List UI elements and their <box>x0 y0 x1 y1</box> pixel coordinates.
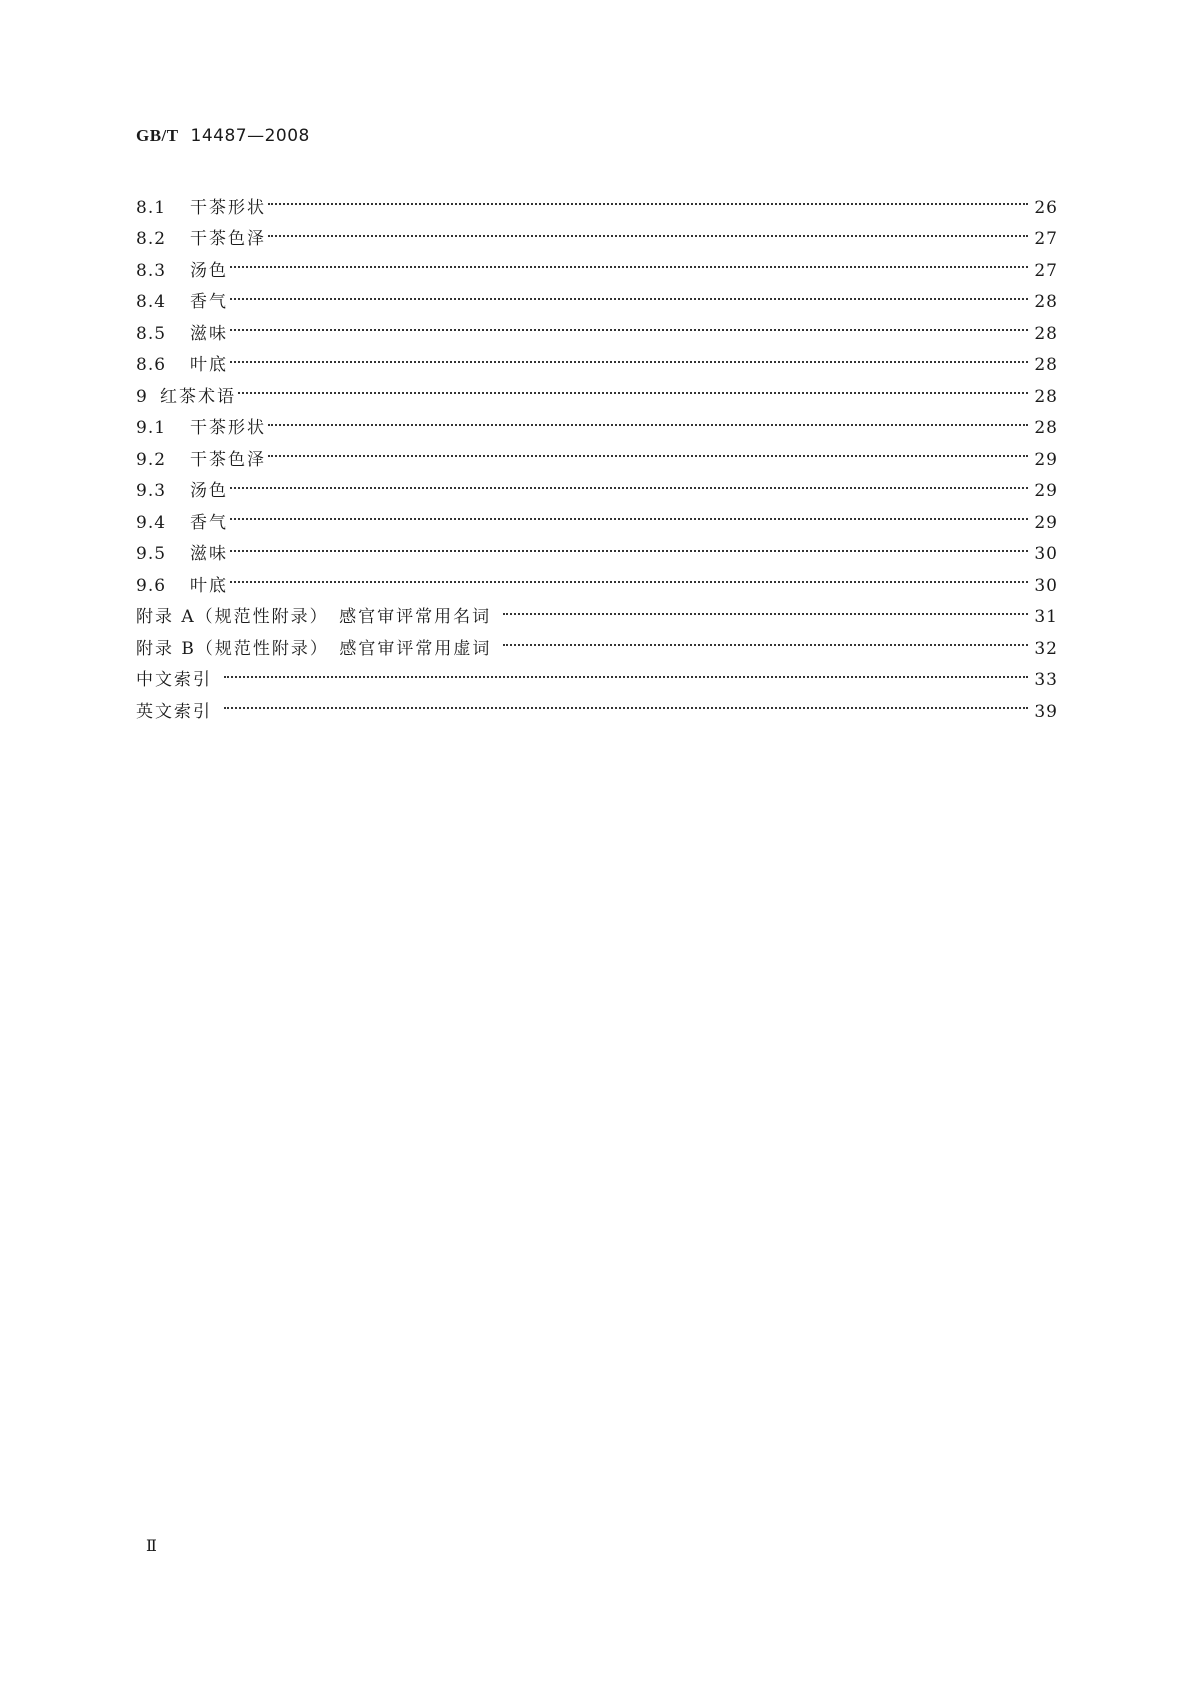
toc-entry-page: 31 <box>1034 607 1058 627</box>
toc-entry-number: 9.2 <box>136 449 167 470</box>
toc-entry-8-3[interactable] <box>136 244 1058 281</box>
toc-entry-page: 28 <box>1034 418 1058 438</box>
dot-leader <box>224 654 1028 686</box>
toc-entry-page: 30 <box>1034 575 1058 596</box>
dot-leader <box>230 276 1028 308</box>
standard-number: 14487—2008 <box>190 126 310 146</box>
dot-leader <box>224 685 1028 717</box>
dot-leader <box>268 181 1028 213</box>
page-number: Ⅱ <box>146 1538 157 1555</box>
toc-entry-appendix-a[interactable] <box>136 591 1058 627</box>
toc-entry-9-2[interactable] <box>136 433 1058 470</box>
dot-leader <box>230 244 1028 276</box>
toc-entry-page: 29 <box>1034 449 1058 470</box>
toc-entry-title: 附录 A（规范性附录） 感官审评常用名词 <box>136 607 492 627</box>
toc-entry-8-1[interactable] <box>136 181 1058 218</box>
toc-entry-number: 9.3 <box>136 481 167 501</box>
toc-entry-page: 32 <box>1034 638 1058 659</box>
toc-entry-9-1[interactable] <box>136 402 1058 438</box>
toc-entry-number: 8.4 <box>136 292 167 312</box>
toc-entry-8-2[interactable] <box>136 213 1058 249</box>
toc-entry-number: 9.4 <box>136 512 167 533</box>
toc-entry-title: 干茶形状 <box>190 418 266 438</box>
dot-leader <box>503 591 1028 623</box>
toc-entry-page: 28 <box>1034 323 1058 344</box>
toc-entry-title: 干茶色泽 <box>190 229 266 249</box>
toc-entry-number: 8.6 <box>136 355 167 375</box>
toc-entry-title: 叶底 <box>190 575 228 596</box>
toc-entry-title: 英文索引 <box>136 701 212 722</box>
toc-entry-8-4[interactable] <box>136 276 1058 312</box>
toc-entry-number: 9.1 <box>136 418 167 438</box>
standard-header <box>136 126 310 146</box>
toc-entry-title: 附录 B（规范性附录） 感官审评常用虚词 <box>136 638 492 659</box>
toc-entry-title: 滋味 <box>190 323 228 344</box>
toc-entry-9-4[interactable] <box>136 496 1058 533</box>
toc-entry-page: 33 <box>1034 670 1058 690</box>
toc-entry-page: 39 <box>1034 701 1058 722</box>
toc-entry-page: 28 <box>1034 386 1058 407</box>
dot-leader <box>268 433 1028 465</box>
dot-leader <box>230 528 1028 560</box>
dot-leader <box>230 496 1028 528</box>
dot-leader <box>268 213 1028 245</box>
toc-entry-page: 27 <box>1034 229 1058 249</box>
toc-entry-9-3[interactable] <box>136 465 1058 501</box>
toc-entry-page: 27 <box>1034 260 1058 281</box>
toc-entry-title: 香气 <box>190 512 228 533</box>
toc-entry-8-6[interactable] <box>136 339 1058 375</box>
toc-entry-title: 红茶术语 <box>160 386 236 407</box>
toc-entry-9-6[interactable] <box>136 559 1058 596</box>
toc-entry-page: 29 <box>1034 512 1058 533</box>
toc-entry-title: 中文索引 <box>136 670 212 690</box>
toc-entry-8-5[interactable] <box>136 307 1058 344</box>
toc-entry-number: 9.6 <box>136 575 167 596</box>
toc-entry-number: 9 <box>136 386 148 407</box>
toc-entry-number: 8.1 <box>136 197 167 218</box>
toc-entry-9-5[interactable] <box>136 528 1058 564</box>
toc-entry-english-index[interactable] <box>136 685 1058 722</box>
toc-entry-number: 8.5 <box>136 323 167 344</box>
table-of-contents <box>136 181 1058 722</box>
dot-leader <box>230 307 1028 339</box>
toc-entry-number: 8.2 <box>136 229 167 249</box>
toc-entry-9[interactable] <box>136 370 1058 407</box>
toc-entry-page: 28 <box>1034 292 1058 312</box>
toc-entry-title: 香气 <box>190 292 228 312</box>
toc-entry-page: 28 <box>1034 355 1058 375</box>
toc-entry-number: 8.3 <box>136 260 167 281</box>
dot-leader <box>238 370 1028 402</box>
dot-leader <box>230 339 1028 371</box>
toc-entry-title: 干茶形状 <box>190 197 266 218</box>
dot-leader <box>230 465 1028 497</box>
dot-leader <box>230 559 1028 591</box>
dot-leader <box>503 622 1028 654</box>
standard-code: GB/T <box>136 126 179 145</box>
toc-entry-title: 叶底 <box>190 355 228 375</box>
dot-leader <box>268 402 1028 434</box>
toc-entry-chinese-index[interactable] <box>136 654 1058 690</box>
toc-entry-page: 30 <box>1034 544 1058 564</box>
toc-entry-number: 9.5 <box>136 544 167 564</box>
toc-entry-page: 26 <box>1034 197 1058 218</box>
toc-entry-title: 干茶色泽 <box>190 449 266 470</box>
toc-entry-title: 汤色 <box>190 260 228 281</box>
toc-entry-title: 滋味 <box>190 544 228 564</box>
toc-entry-title: 汤色 <box>190 481 228 501</box>
toc-entry-page: 29 <box>1034 481 1058 501</box>
